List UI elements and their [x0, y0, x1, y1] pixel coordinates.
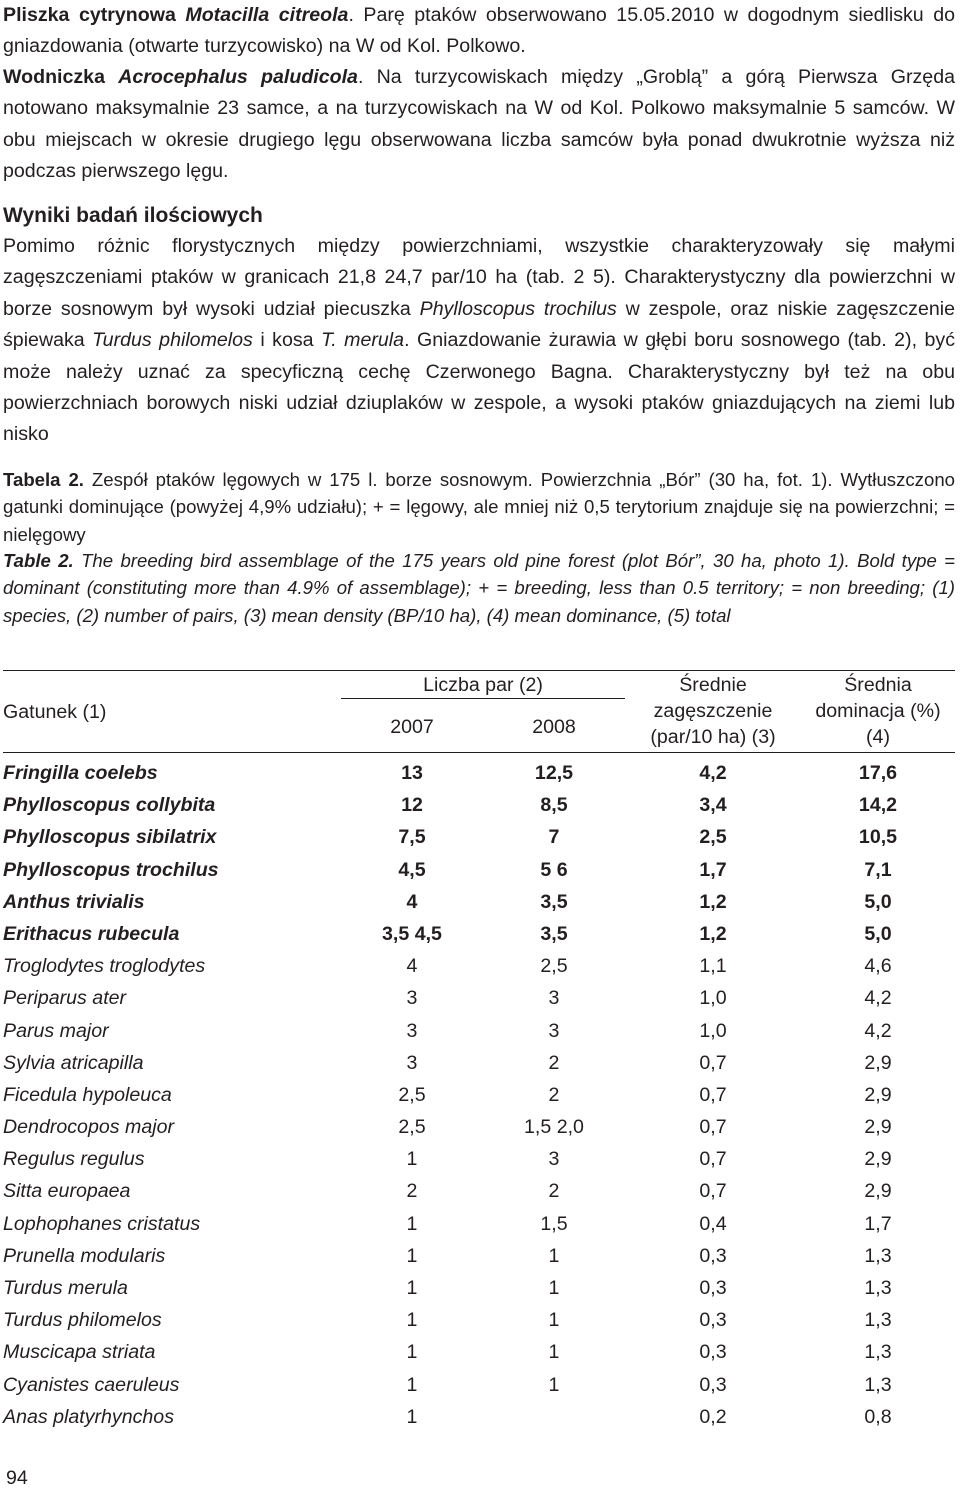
header-species: Gatunek (1): [3, 701, 107, 723]
cell-density: 0,3: [699, 1244, 727, 1267]
species-name-pl: Wodniczka: [3, 66, 119, 88]
cell-2007: 3: [406, 1019, 418, 1042]
table-row: [3, 1079, 955, 1111]
cell-2008: 1: [548, 1341, 560, 1364]
table-caption-en: [3, 547, 955, 629]
cell-species: Parus major: [3, 1019, 109, 1042]
cell-2007: 3: [406, 1051, 418, 1074]
cell-density: 1,2: [699, 922, 727, 945]
cell-dominance: 7,1: [864, 858, 892, 881]
cell-2008: 8,5: [540, 794, 568, 817]
paragraph-text: . Parę ptaków obserwowano 15.05.2010 w dogodnym siedlisku do gniazdowania (otwarte turzycowisko) na W od Kol. Polkowo.: [3, 4, 955, 58]
cell-2007: 1: [406, 1341, 418, 1364]
cell-species: Lophophanes cristatus: [3, 1212, 201, 1235]
header-density-line: (par/10 ha) (3): [650, 726, 776, 748]
paragraph-text: w zespole, oraz niskie zagęszczenie śpiewaka: [3, 297, 955, 352]
cell-density: 0,3: [699, 1309, 727, 1332]
cell-species: Anas platyrhynchos: [3, 1405, 174, 1428]
paragraph-citreola: [3, 0, 955, 63]
table-body: [3, 757, 955, 1433]
cell-dominance: 5,0: [864, 890, 892, 913]
table-row: [3, 854, 955, 886]
table-row: [3, 1369, 955, 1401]
cell-species: Turdus philomelos: [3, 1309, 162, 1332]
table-row: [3, 982, 955, 1014]
cell-2008: 1: [548, 1309, 560, 1332]
cell-density: 1,0: [699, 987, 727, 1010]
table-row: [3, 1272, 955, 1304]
table-row: [3, 1175, 955, 1207]
species-name-latin: Motacilla citreola: [185, 4, 349, 26]
header-2008: 2008: [532, 716, 576, 738]
cell-2007: 2,5: [398, 1083, 426, 1106]
cell-dominance: 1,3: [864, 1244, 892, 1267]
cell-dominance: 2,9: [864, 1148, 892, 1171]
cell-2007: 4: [406, 890, 418, 913]
cell-dominance: 2,9: [864, 1180, 892, 1203]
table-row: [3, 1240, 955, 1272]
cell-dominance: 5,0: [864, 922, 892, 945]
cell-2008: 7: [548, 826, 560, 849]
table-row: [3, 789, 955, 821]
species-name-pl: Pliszka cytrynowa: [3, 4, 186, 26]
cell-density: 4,2: [699, 762, 727, 784]
cell-density: 2,5: [699, 826, 727, 849]
cell-dominance: 4,2: [864, 987, 892, 1010]
cell-species: Regulus regulus: [3, 1148, 145, 1171]
cell-2008: 5 6: [540, 858, 568, 881]
cell-2008: 1,5: [540, 1212, 568, 1235]
cell-density: 0,3: [699, 1277, 727, 1299]
cell-2008: 1: [548, 1244, 560, 1267]
cell-2008: 3: [548, 987, 560, 1010]
paragraph-paludicola: [3, 62, 955, 188]
cell-dominance: 4,2: [864, 1019, 892, 1042]
paragraph-text: . Gniazdowanie żurawia w głębi boru sosnowego (tab. 2), być może należy uznać za specyficzną cechę Czerwonego Bagna. Charakterystyczny był też na obu powierzchniach borowych niski udział dziuplaków w zespole, a wysoki ptaków gniazdujących na ziemi lub nisko: [3, 329, 955, 446]
table-row: [3, 821, 955, 853]
cell-2008: 12,5: [534, 762, 574, 784]
cell-2008: 2: [548, 1083, 560, 1106]
header-pairs: Liczba par (2): [423, 674, 543, 696]
cell-species: Cyanistes caeruleus: [3, 1373, 180, 1396]
cell-species: Muscicapa striata: [3, 1341, 156, 1364]
cell-density: 0,7: [699, 1083, 727, 1106]
cell-dominance: 10,5: [858, 826, 898, 849]
cell-density: 0,7: [699, 1116, 727, 1139]
cell-species: Dendrocopos major: [3, 1116, 174, 1139]
cell-species: Troglodytes troglodytes: [3, 955, 206, 978]
cell-density: 1,0: [699, 1019, 727, 1042]
table-row: [3, 1111, 955, 1143]
section-heading: Wyniki badań ilościowych: [3, 204, 263, 227]
table-row: [3, 1401, 955, 1433]
table-row: [3, 1143, 955, 1175]
cell-species: Prunella modularis: [3, 1244, 166, 1267]
table-header-rule: [3, 752, 955, 753]
header-dominance-line: dominacja (%): [815, 700, 941, 722]
cell-2008: 3,5: [540, 922, 568, 945]
cell-density: 1,7: [699, 858, 727, 881]
cell-species: Erithacus rubecula: [3, 922, 180, 945]
species-name-latin: Turdus philomelos: [92, 329, 253, 352]
header-dominance-line: Średnia: [844, 674, 912, 696]
cell-species: Anthus trivialis: [3, 890, 145, 913]
cell-2007: 1: [406, 1212, 418, 1235]
cell-2007: 13: [401, 762, 423, 784]
header-2007: 2007: [390, 716, 434, 738]
caption-label: Table 2.: [3, 550, 74, 571]
table-caption-pl: [3, 466, 955, 548]
cell-species: Turdus merula: [3, 1277, 128, 1299]
cell-species: Ficedula hypoleuca: [3, 1083, 172, 1106]
cell-2007: 1: [406, 1405, 418, 1428]
cell-2008: 2: [548, 1051, 560, 1074]
table-row: [3, 1208, 955, 1240]
cell-species: Phylloscopus trochilus: [3, 858, 219, 881]
header-dominance-line: (4): [866, 726, 890, 748]
cell-dominance: 1,3: [864, 1373, 892, 1396]
cell-2007: 3: [406, 987, 418, 1010]
cell-density: 3,4: [699, 794, 727, 817]
cell-dominance: 1,3: [864, 1277, 892, 1299]
cell-2008: 1,5 2,0: [524, 1116, 584, 1139]
cell-density: 0,2: [699, 1405, 727, 1428]
cell-2008: 2: [548, 1180, 560, 1203]
table-pairs-rule: [341, 698, 625, 699]
table-row: [3, 1047, 955, 1079]
cell-2007: 2,5: [398, 1116, 426, 1139]
species-name-latin: T. merula: [321, 329, 405, 352]
table-row: [3, 950, 955, 982]
cell-dominance: 1,7: [864, 1212, 892, 1235]
page-number: 94: [6, 1467, 28, 1489]
paragraph-text: i kosa: [252, 329, 322, 352]
cell-2007: 1: [406, 1373, 418, 1396]
table-row: [3, 918, 955, 950]
paragraph-text: Pomimo różnic florystycznych między powierzchniami, wszystkie charakteryzowały się małymi zagęszczeniami ptaków w granicach 21,8 24,7 par/10 ha (tab. 2 5). Charakterystyczny dla powierzchni w borze sosnowym był wysoki udział piecuszka: [3, 235, 955, 320]
cell-density: 0,3: [699, 1341, 727, 1364]
cell-density: 1,2: [699, 890, 727, 913]
cell-2008: 1: [548, 1373, 560, 1396]
header-density-line: Średnie: [679, 674, 747, 696]
cell-density: 0,3: [699, 1373, 727, 1396]
cell-density: 1,1: [699, 955, 727, 978]
cell-dominance: 1,3: [864, 1341, 892, 1364]
cell-dominance: 2,9: [864, 1051, 892, 1074]
cell-density: 0,7: [699, 1051, 727, 1074]
cell-species: Sylvia atricapilla: [3, 1051, 144, 1074]
cell-dominance: 0,8: [864, 1405, 892, 1428]
cell-2007: 1: [406, 1148, 418, 1171]
header-dominance: [801, 672, 955, 750]
caption-label: Tabela 2.: [3, 469, 84, 490]
cell-dominance: 1,3: [864, 1309, 892, 1332]
species-name-latin: Phylloscopus trochilus: [419, 297, 617, 320]
cell-species: Periparus ater: [3, 987, 127, 1010]
table-top-rule: [3, 670, 955, 671]
cell-dominance: 17,6: [858, 762, 898, 784]
table-row: [3, 1015, 955, 1047]
cell-2008: 1: [548, 1277, 560, 1299]
table-row: [3, 886, 955, 918]
cell-species: Phylloscopus sibilatrix: [3, 826, 217, 849]
cell-2008: 2,5: [540, 955, 568, 978]
cell-2008: 3,5: [540, 890, 568, 913]
cell-dominance: 14,2: [858, 794, 898, 817]
paragraph-results: [3, 231, 955, 451]
cell-2007: 1: [406, 1244, 418, 1267]
caption-text: The breeding bird assemblage of the 175 years old pine forest (plot Bór”, 30 ha, photo 1). Bold type = dominant (constituting more than 4.9% of assemblage); + = breeding, less than 0.5 territory; = non breeding; (1) species, (2) number of pairs, (3) mean density (BP/10 ha), (4) mean dominance, (5) total: [3, 550, 956, 626]
cell-2007: 4,5: [398, 858, 426, 881]
table-row: [3, 1304, 955, 1336]
cell-2007: 4: [406, 955, 418, 978]
cell-species: Phylloscopus collybita: [3, 794, 216, 817]
cell-species: Sitta europaea: [3, 1180, 131, 1203]
caption-text: Zespół ptaków lęgowych w 175 l. borze sosnowym. Powierzchnia „Bór” (30 ha, fot. 1). Wytłuszczono gatunki dominujące (powyżej 4,9% udziału); + = lęgowy, ale mniej niż 0,5 terytorium znajduje się na powierzchni; = nielęgowy: [3, 469, 955, 545]
cell-dominance: 4,6: [864, 955, 892, 978]
cell-2007: 12: [401, 794, 423, 817]
species-name-latin: Acrocephalus paludicola: [118, 66, 358, 88]
cell-density: 0,7: [699, 1148, 727, 1171]
table-row: [3, 757, 955, 789]
cell-dominance: 2,9: [864, 1083, 892, 1106]
cell-2008: 3: [548, 1148, 560, 1171]
cell-2007: 7,5: [398, 826, 426, 849]
cell-2007: 1: [406, 1309, 418, 1332]
cell-2008: 3: [548, 1019, 560, 1042]
cell-density: 0,4: [699, 1212, 727, 1235]
table-row: [3, 1336, 955, 1368]
cell-species: Fringilla coelebs: [3, 762, 158, 784]
header-density: [625, 672, 801, 750]
header-density-line: zagęszczenie: [653, 700, 773, 722]
cell-2007: 3,5 4,5: [382, 922, 442, 945]
paragraph-text: . Na turzycowiskach między „Groblą” a górą Pierwsza Grzęda notowano maksymalnie 23 samce, a na turzycowiskach na W od Kol. Polkowo maksymalnie 5 samców. W obu miejscach w okresie drugiego lęgu obserwowana liczba samców była ponad dwukrotnie wyższa niż podczas pierwszego lęgu.: [3, 66, 955, 183]
cell-2007: 2: [406, 1180, 418, 1203]
cell-2007: 1: [406, 1277, 418, 1299]
cell-dominance: 2,9: [864, 1116, 892, 1139]
cell-density: 0,7: [699, 1180, 727, 1203]
